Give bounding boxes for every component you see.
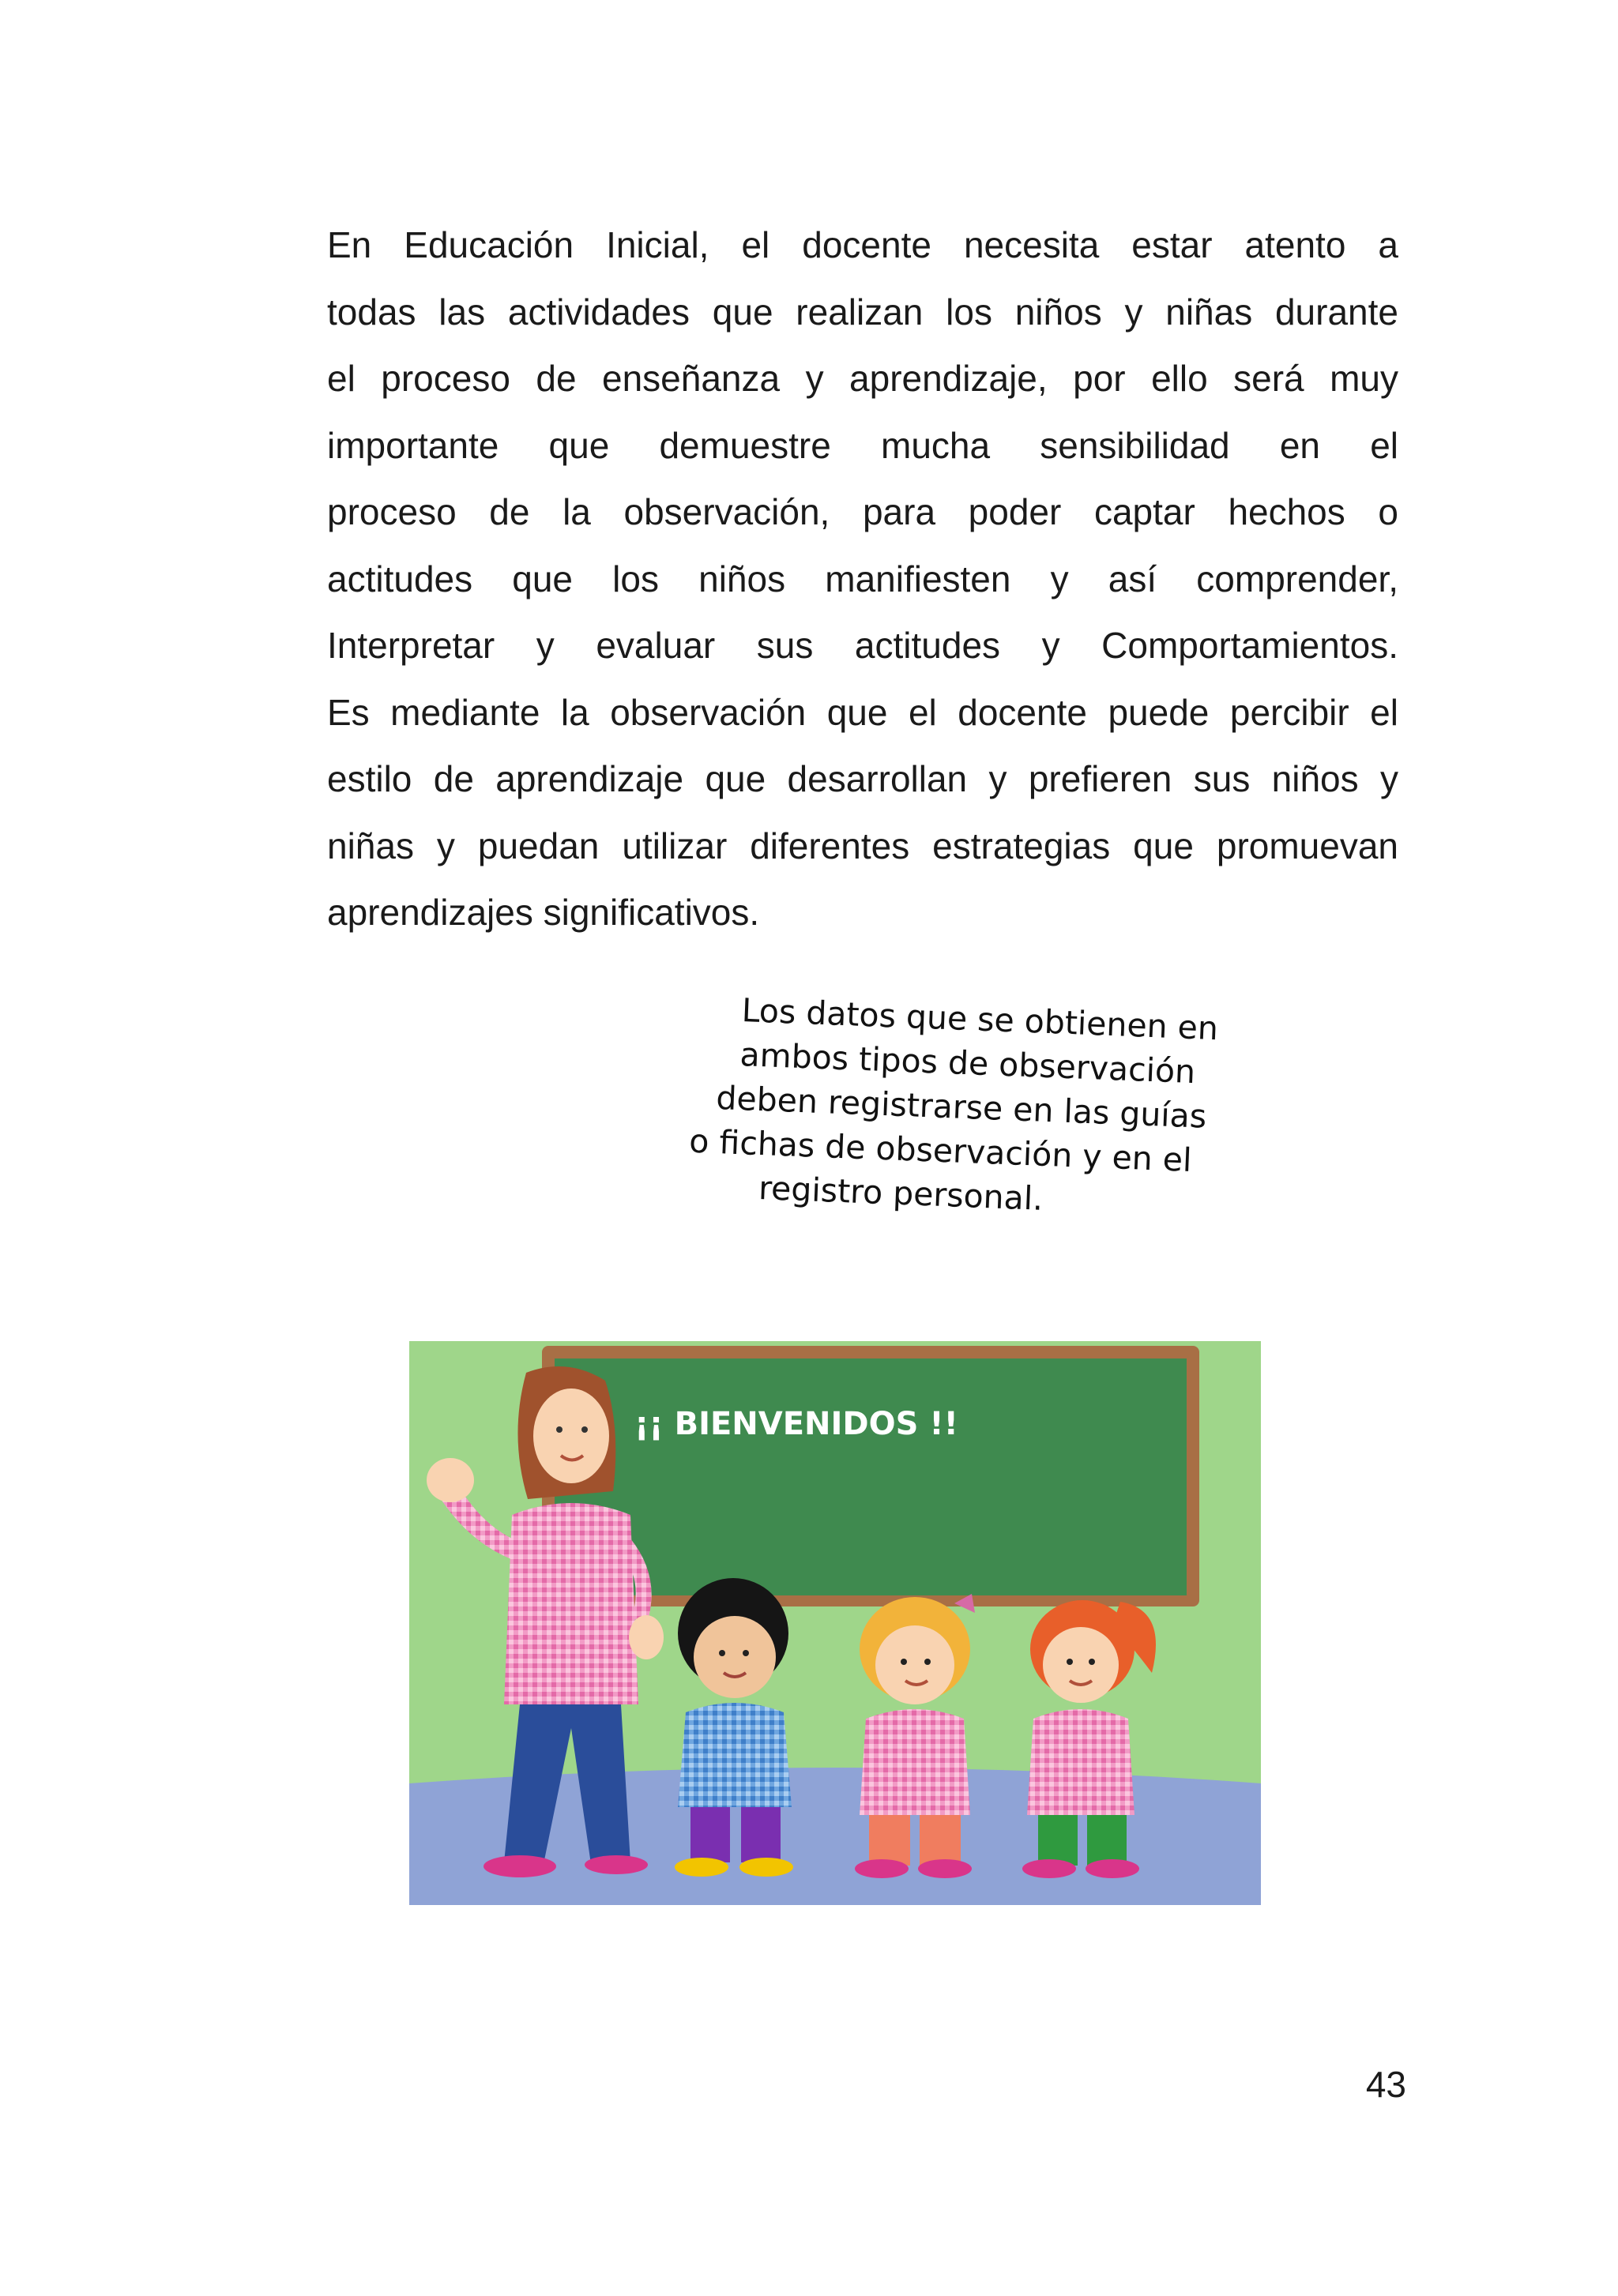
paragraph-line: estilo de aprendizaje que desarrollan y prefieren sus niños y — [327, 758, 1398, 799]
page-number: 43 — [1365, 2064, 1406, 2105]
body-paragraph — [327, 212, 1398, 946]
paragraph-line: proceso de la observación, para poder captar hechos o — [327, 491, 1398, 532]
classroom-illustration — [409, 1341, 1261, 1905]
note-line: o fichas de observación y en el — [688, 1122, 1193, 1180]
chalkboard-text: ¡¡ BIENVENIDOS !! — [634, 1406, 958, 1442]
note-line: deben registrarse en las guías — [715, 1078, 1208, 1136]
paragraph-line: importante que demuestre mucha sensibilidad en el — [327, 424, 1398, 466]
note-line: ambos tipos de observación — [739, 1035, 1196, 1092]
paragraph-line: actitudes que los niños manifiesten y así comprender, — [327, 558, 1398, 599]
paragraph-line: En Educación Inicial, el docente necesita estar atento a — [327, 224, 1398, 265]
chalkboard — [555, 1358, 1187, 1595]
paragraph-line: Interpretar y evaluar sus actitudes y Comportamientos. — [327, 625, 1398, 666]
paragraph-line: todas las actividades que realizan los niños y niñas durante — [327, 291, 1398, 333]
note-line: Los datos que se obtienen en — [740, 991, 1219, 1048]
paragraph-line: aprendizajes significativos. — [327, 892, 760, 933]
paragraph-line: Es mediante la observación que el docente puede percibir el — [327, 691, 1398, 733]
handwritten-note — [671, 986, 1247, 1228]
paragraph-line: el proceso de enseñanza y aprendizaje, por ello será muy — [327, 358, 1398, 399]
paragraph-line: niñas y puedan utilizar diferentes estrategias que promuevan — [327, 825, 1398, 866]
note-line: registro personal. — [758, 1169, 1044, 1218]
